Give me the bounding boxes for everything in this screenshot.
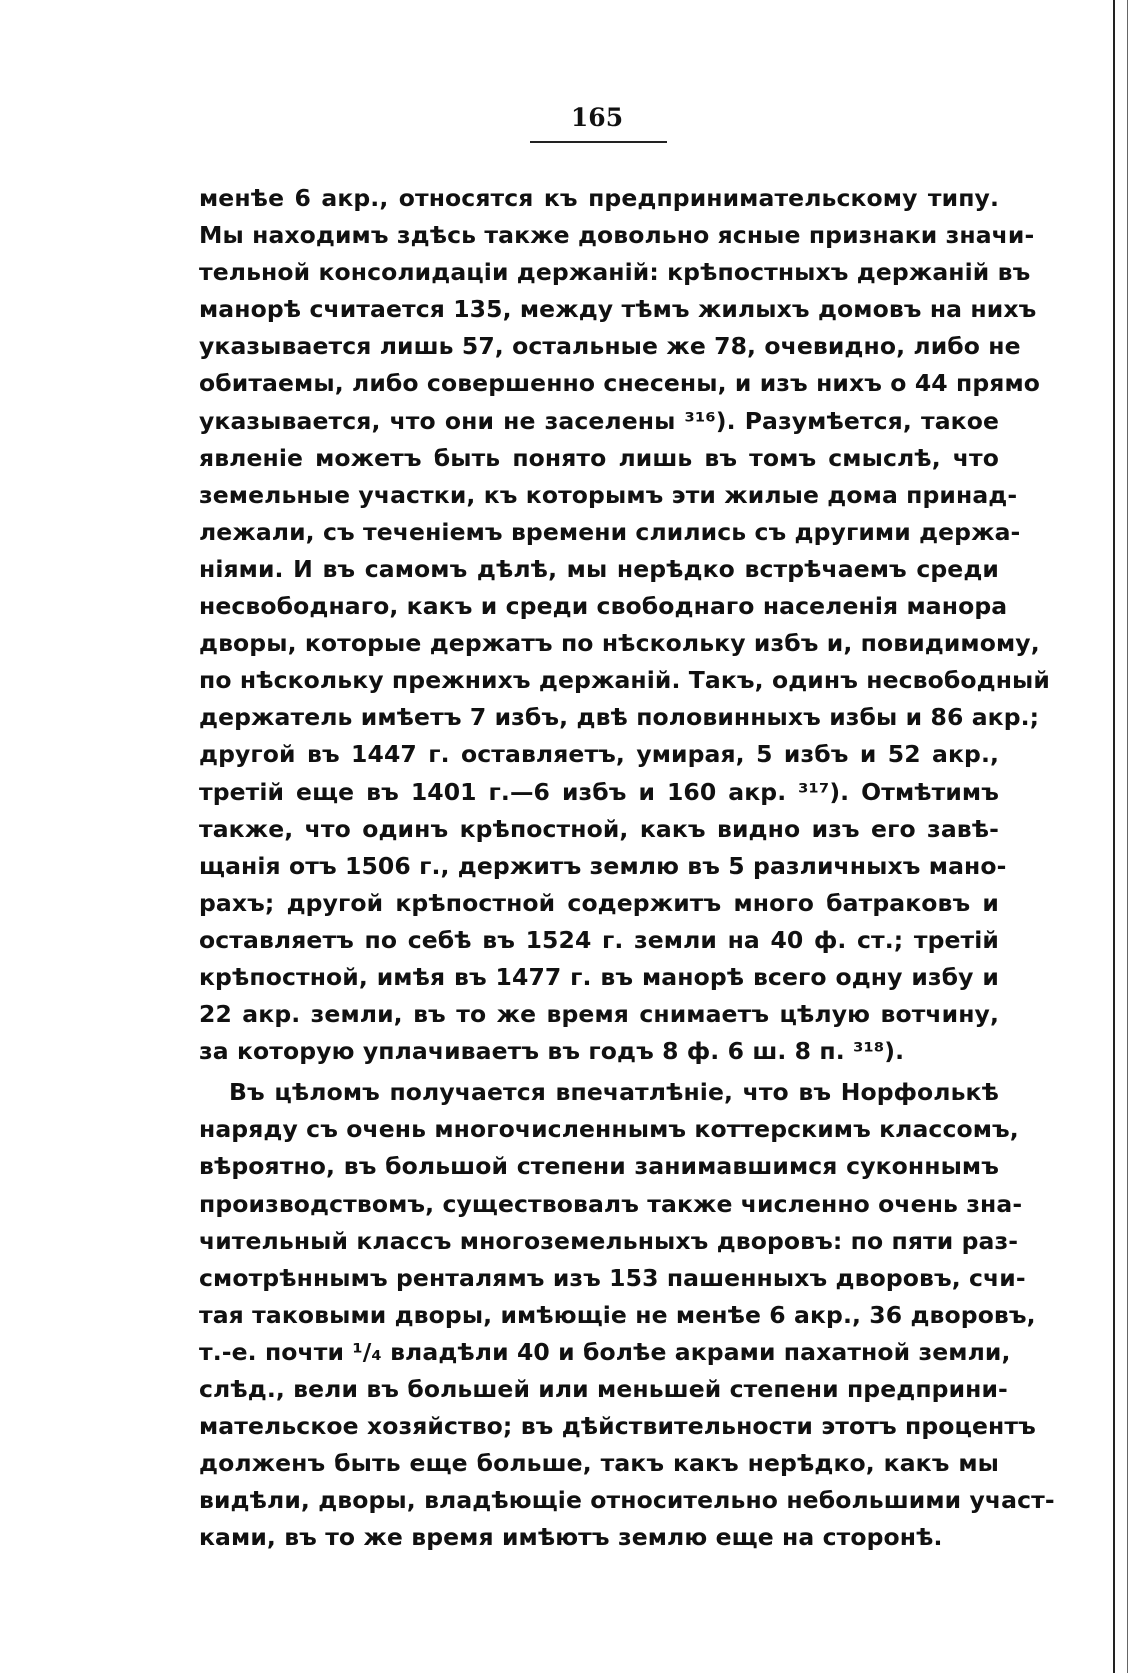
page-edge-line-inner (1127, 0, 1128, 1673)
text-line: явленіе можетъ быть понято лишь въ томъ смыслѣ, что (199, 443, 999, 472)
page-edge-line (1113, 0, 1115, 1673)
text-line: обитаемы, либо совершенно снесены, и изъ нихъ о 44 прямо (199, 369, 1041, 398)
page-number-rule (530, 141, 667, 143)
text-line: манорѣ считается 135, между тѣмъ жилыхъ домовъ на нихъ (199, 295, 1037, 324)
text-line: третій еще въ 1401 г.—6 избъ и 160 акр. ³¹⁷). Отмѣтимъ (199, 777, 999, 806)
text-line: указывается, что они не заселены ³¹⁶). Разумѣется, такое (199, 406, 999, 435)
text-line: рахъ; другой крѣпостной содержитъ много батраковъ и (199, 888, 999, 917)
text-line: слѣд., вели въ большей или меньшей степени предприни- (199, 1375, 1008, 1403)
text-line: щанія отъ 1506 г., держитъ землю въ 5 различныхъ мано- (199, 851, 1007, 880)
text-line: Мы находимъ здѣсь также довольно ясные признаки значи- (199, 221, 1035, 250)
text-line: менѣе 6 акр., относятся къ предпринимательскому типу. (199, 184, 999, 212)
text-line: чительный классъ многоземельныхъ дворовъ: по пяти раз- (199, 1226, 1019, 1255)
text-line: держатель имѣетъ 7 избъ, двѣ половинныхъ избы и 86 акр.; (199, 703, 1040, 732)
text-line: оставляетъ по себѣ въ 1524 г. земли на 40 ф. ст.; третій (199, 925, 999, 954)
text-line: тельной консолидаціи держаній: крѣпостныхъ держаній въ (199, 258, 1031, 287)
text-line: наряду съ очень многочисленнымъ коттерскимъ классомъ, (199, 1115, 1019, 1144)
text-line: указывается лишь 57, остальные же 78, очевидно, либо не (199, 332, 1021, 361)
text-line: ками, въ то же время имѣютъ землю еще на сторонѣ. (199, 1523, 943, 1552)
text-line: вѣроятно, въ большой степени занимавшимся суконнымъ (199, 1152, 999, 1181)
text-line: лежали, съ теченіемъ времени слились съ другими держа- (199, 517, 1021, 546)
text-line: за которую уплачиваетъ въ годъ 8 ф. 6 ш. 8 п. ³¹⁸). (199, 1037, 905, 1066)
text-line: мательское хозяйство; въ дѣйствительности этотъ процентъ (199, 1412, 1036, 1441)
text-line: по нѣскольку прежнихъ держаній. Такъ, одинъ несвободный (199, 666, 1050, 695)
text-line: видѣли, дворы, владѣющіе относительно небольшими участ- (199, 1486, 1055, 1515)
text-line: несвободнаго, какъ и среди свободнаго населенія манора (199, 592, 1008, 621)
paragraph-2 (199, 1074, 1055, 1556)
text-line: земельные участки, къ которымъ эти жилые дома принад- (199, 480, 1018, 509)
text-line: производствомъ, существовалъ также численно очень зна- (199, 1189, 1023, 1218)
paragraph-1 (199, 180, 1050, 1070)
text-line: смотрѣннымъ ренталямъ изъ 153 пашенныхъ дворовъ, счи- (199, 1263, 1026, 1292)
text-line: дворы, которые держатъ по нѣскольку избъ и, повидимому, (199, 629, 1040, 658)
text-line: крѣпостной, имѣя въ 1477 г. въ манорѣ всего одну избу и (199, 962, 999, 991)
text-line: долженъ быть еще больше, такъ какъ нерѣдко, какъ мы (199, 1449, 999, 1478)
page-number: 165 (570, 103, 624, 132)
text-line: ніями. И въ самомъ дѣлѣ, мы нерѣдко встрѣчаемъ среди (199, 554, 999, 583)
text-line: т.-е. почти ¹/₄ владѣли 40 и болѣе акрами пахатной земли, (199, 1337, 1011, 1366)
body-text (199, 180, 1055, 1556)
text-line: Въ цѣломъ получается впечатлѣніе, что въ Норфолькѣ (229, 1078, 999, 1107)
text-line: другой въ 1447 г. оставляетъ, умирая, 5 избъ и 52 акр., (199, 740, 999, 769)
text-line: 22 акр. земли, въ то же время снимаетъ цѣлую вотчину, (199, 1000, 999, 1029)
text-line: также, что одинъ крѣпостной, какъ видно изъ его завѣ- (199, 814, 999, 843)
text-line: тая таковыми дворы, имѣющіе не менѣе 6 акр., 36 дворовъ, (199, 1300, 1036, 1329)
